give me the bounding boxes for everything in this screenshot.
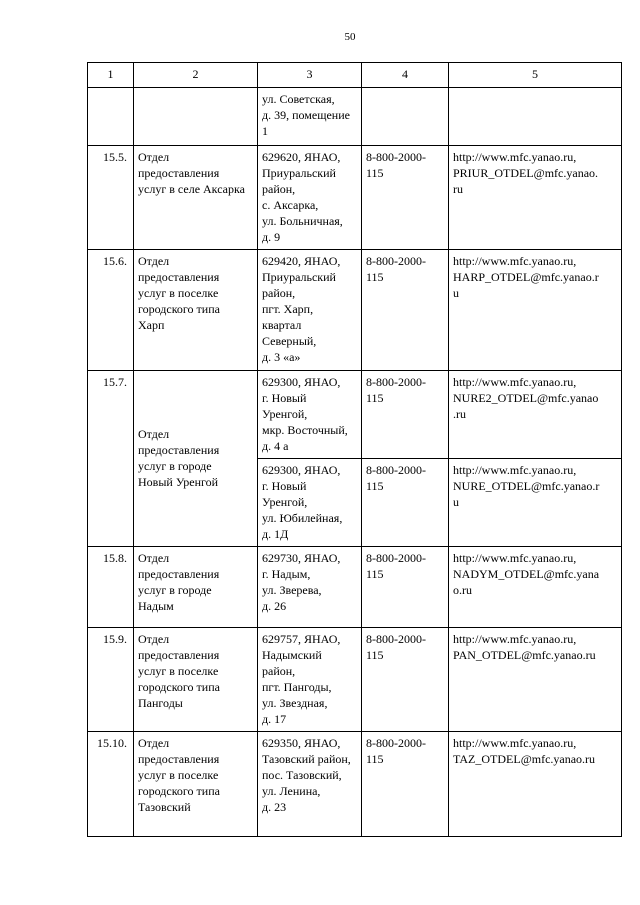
website-email-cell — [449, 250, 622, 371]
row-number-cell — [88, 628, 134, 732]
address-cell — [258, 628, 362, 732]
phone-text: 8-800-2000- 115 — [366, 375, 426, 405]
column-header-4: 4 — [362, 63, 449, 88]
row-number-cell — [88, 371, 134, 547]
website-email-cell — [449, 459, 622, 547]
office-name-cell — [134, 732, 258, 837]
table-header-row — [88, 63, 622, 88]
address-text: 629300, ЯНАО, г. Новый Уренгой, мкр. Восточный, д. 4 а — [262, 375, 348, 453]
row-number-cell — [88, 146, 134, 250]
website-email-text: http://www.mfc.yanao.ru, PAN_OTDEL@mfc.yanao.ru — [453, 632, 596, 662]
website-email-cell — [449, 146, 622, 250]
address-cell — [258, 547, 362, 628]
offices-table — [87, 62, 622, 837]
website-email-text: http://www.mfc.yanao.ru, NURE_OTDEL@mfc.yanao.r u — [453, 463, 600, 509]
column-header-5: 5 — [449, 63, 622, 88]
row-number-cell — [88, 547, 134, 628]
website-email-cell — [449, 628, 622, 732]
row-number-text: 15.7. — [103, 375, 127, 389]
table-row — [88, 146, 622, 250]
table-row — [88, 371, 622, 459]
table-row — [88, 628, 622, 732]
address-text: 629420, ЯНАО, Приуральский район, пгт. Харп, квартал Северный, д. 3 «а» — [262, 254, 341, 364]
address-text: 629730, ЯНАО, г. Надым, ул. Зверева, д. 26 — [262, 551, 341, 613]
row-number-text: 15.5. — [103, 150, 127, 164]
address-cell — [258, 250, 362, 371]
phone-text: 8-800-2000- 115 — [366, 632, 426, 662]
address-text: 629620, ЯНАО, Приуральский район, с. Аксарка, ул. Больничная, д. 9 — [262, 150, 343, 244]
table-row — [88, 547, 622, 628]
website-email-cell — [449, 547, 622, 628]
address-text: ул. Советская, д. 39, помещение 1 — [262, 92, 350, 138]
continuation-num-cell — [88, 88, 134, 146]
phone-text: 8-800-2000- 115 — [366, 736, 426, 766]
office-name-text: Отдел предоставления услуг в поселке городского типа Пангоды — [138, 632, 220, 710]
office-name-text: Отдел предоставления услуг в поселке городского типа Тазовский — [138, 736, 220, 814]
website-email-cell — [449, 732, 622, 837]
phone-cell — [362, 146, 449, 250]
office-name-cell — [134, 628, 258, 732]
website-email-text: http://www.mfc.yanao.ru, HARP_OTDEL@mfc.yanao.r u — [453, 254, 599, 300]
column-header-1: 1 — [88, 63, 134, 88]
table-row — [88, 732, 622, 837]
office-name-text: Отдел предоставления услуг в городе Надым — [138, 551, 220, 613]
address-cell — [258, 146, 362, 250]
phone-text: 8-800-2000- 115 — [366, 254, 426, 284]
continuation-name-cell — [134, 88, 258, 146]
phone-text: 8-800-2000- 115 — [366, 463, 426, 493]
address-cell — [258, 732, 362, 837]
continuation-phone-cell — [362, 88, 449, 146]
office-name-text: Отдел предоставления услуг в селе Аксарка — [138, 150, 245, 196]
office-name-cell — [134, 547, 258, 628]
address-text: 629757, ЯНАО, Надымский район, пгт. Пангоды, ул. Звездная, д. 17 — [262, 632, 341, 726]
office-name-text: Отдел предоставления услуг в городе Новый Уренгой — [138, 427, 220, 489]
row-number-text: 15.8. — [103, 551, 127, 565]
continuation-row — [88, 88, 622, 146]
column-header-2: 2 — [134, 63, 258, 88]
office-name-cell — [134, 371, 258, 547]
office-name-cell — [134, 250, 258, 371]
address-cell — [258, 371, 362, 459]
office-name-text: Отдел предоставления услуг в поселке городского типа Харп — [138, 254, 220, 332]
row-number-text: 15.6. — [103, 254, 127, 268]
row-number-cell — [88, 250, 134, 371]
address-text: 629350, ЯНАО, Тазовский район, пос. Тазовский, ул. Ленина, д. 23 — [262, 736, 351, 814]
phone-cell — [362, 459, 449, 547]
phone-text: 8-800-2000- 115 — [366, 150, 426, 180]
column-header-3: 3 — [258, 63, 362, 88]
row-number-cell — [88, 732, 134, 837]
address-cell — [258, 459, 362, 547]
page-number: 50 — [344, 31, 356, 43]
website-email-text: http://www.mfc.yanao.ru, NURE2_OTDEL@mfc.yanao .ru — [453, 375, 599, 421]
phone-text: 8-800-2000- 115 — [366, 551, 426, 581]
office-name-cell — [134, 146, 258, 250]
continuation-web-cell — [449, 88, 622, 146]
website-email-text: http://www.mfc.yanao.ru, TAZ_OTDEL@mfc.yanao.ru — [453, 736, 596, 766]
row-number-text: 15.9. — [103, 632, 127, 646]
website-email-text: http://www.mfc.yanao.ru, NADYM_OTDEL@mfc.yana o.ru — [453, 551, 600, 597]
continuation-address-cell — [258, 88, 362, 146]
website-email-text: http://www.mfc.yanao.ru, PRIUR_OTDEL@mfc.yanao. ru — [453, 150, 599, 196]
phone-cell — [362, 628, 449, 732]
table-row — [88, 250, 622, 371]
phone-cell — [362, 371, 449, 459]
address-text: 629300, ЯНАО, г. Новый Уренгой, ул. Юбилейная, д. 1Д — [262, 463, 343, 541]
phone-cell — [362, 732, 449, 837]
phone-cell — [362, 250, 449, 371]
website-email-cell — [449, 371, 622, 459]
row-number-text: 15.10. — [97, 736, 127, 750]
phone-cell — [362, 547, 449, 628]
